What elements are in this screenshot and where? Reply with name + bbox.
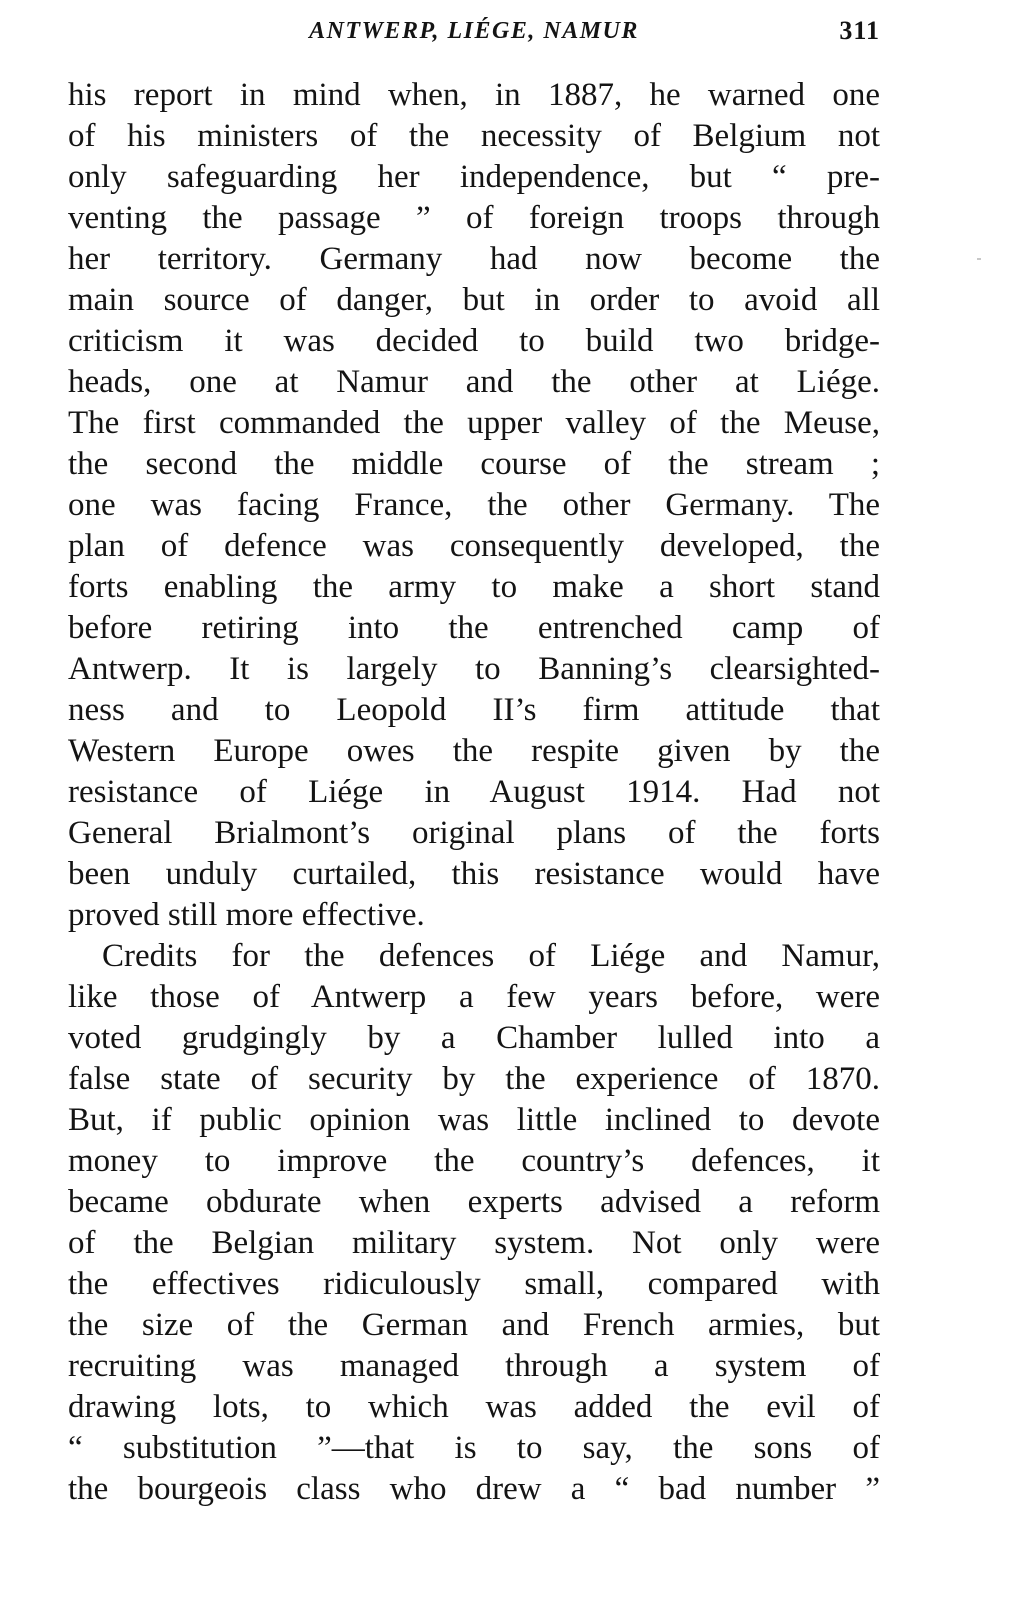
text-line: the size of the German and French armies, but <box>68 1307 880 1343</box>
text-line: recruiting was managed through a system of <box>68 1348 880 1384</box>
text-line: of the Belgian military system. Not only were <box>68 1225 880 1261</box>
text-line: like those of Antwerp a few years before, were <box>68 979 880 1015</box>
text-line: one was facing France, the other Germany. The <box>68 487 880 523</box>
body-text <box>68 75 880 1510</box>
text-line: “ substitution ”—that is to say, the sons of <box>68 1430 880 1466</box>
paragraph-1 <box>68 75 880 936</box>
text-line: General Brialmont’s original plans of the forts <box>68 815 880 851</box>
text-line: Antwerp. It is largely to Banning’s clearsighted- <box>68 651 880 687</box>
text-line: been unduly curtailed, this resistance would have <box>68 856 880 892</box>
text-line: ness and to Leopold II’s firm attitude that <box>68 692 880 728</box>
running-title: ANTWERP, LIÉGE, NAMUR <box>309 18 639 44</box>
text-line: drawing lots, to which was added the evil of <box>68 1389 880 1425</box>
text-line: Credits for the defences of Liége and Namur, <box>102 938 880 974</box>
text-line: before retiring into the entrenched camp of <box>68 610 880 646</box>
text-line: of his ministers of the necessity of Belgium not <box>68 118 880 154</box>
page-number: 311 <box>839 16 880 45</box>
text-line: The first commanded the upper valley of the Meuse, <box>68 405 880 441</box>
text-line: venting the passage ” of foreign troops through <box>68 200 880 236</box>
text-line: became obdurate when experts advised a reform <box>68 1184 880 1220</box>
paragraph-2 <box>68 936 880 1510</box>
text-line: the second the middle course of the stream ; <box>68 446 880 482</box>
text-line: proved still more effective. <box>68 897 425 933</box>
text-line: false state of security by the experience of 1870. <box>68 1061 880 1097</box>
running-head <box>68 14 880 48</box>
text-line: Western Europe owes the respite given by the <box>68 733 880 769</box>
text-line: forts enabling the army to make a short stand <box>68 569 880 605</box>
text-line: the bourgeois class who drew a “ bad number ” <box>68 1471 880 1507</box>
text-line: only safeguarding her independence, but “ pre- <box>68 159 880 195</box>
text-line: resistance of Liége in August 1914. Had not <box>68 774 880 810</box>
text-line: heads, one at Namur and the other at Liége. <box>68 364 880 400</box>
text-line: plan of defence was consequently developed, the <box>68 528 880 564</box>
scan-speck <box>977 258 981 260</box>
text-line: criticism it was decided to build two bridge- <box>68 323 880 359</box>
text-line: voted grudgingly by a Chamber lulled into a <box>68 1020 880 1056</box>
text-line: her territory. Germany had now become the <box>68 241 880 277</box>
text-line: his report in mind when, in 1887, he warned one <box>68 77 880 113</box>
text-line: the effectives ridiculously small, compared with <box>68 1266 880 1302</box>
text-line: But, if public opinion was little inclined to devote <box>68 1102 880 1138</box>
text-line: money to improve the country’s defences, it <box>68 1143 880 1179</box>
text-line: main source of danger, but in order to avoid all <box>68 282 880 318</box>
